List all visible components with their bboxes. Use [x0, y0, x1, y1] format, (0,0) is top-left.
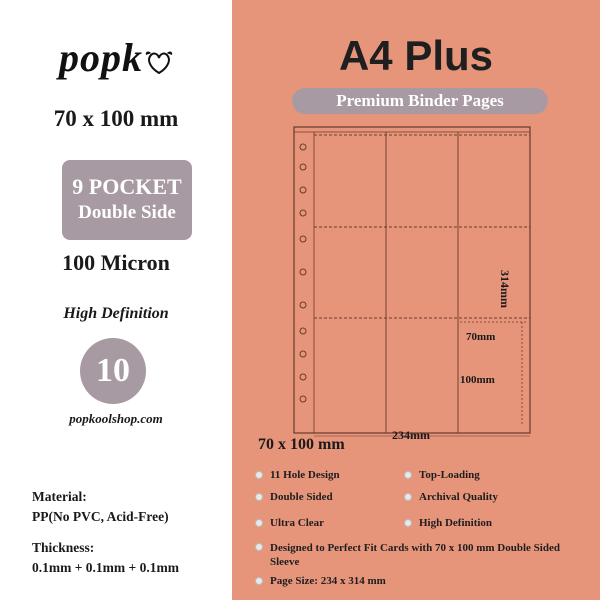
- binder-hole: [300, 187, 306, 193]
- micron-text: 100 Micron: [62, 250, 170, 275]
- feature-item: [419, 469, 480, 481]
- card-size-label: 70 x 100 mm: [258, 436, 345, 453]
- feature-item: [270, 517, 324, 529]
- website-text: popkoolshop.com: [69, 411, 163, 426]
- feature-item: [270, 491, 333, 503]
- feature-text: Designed to Perfect Fit Cards with 70 x 100 mm Double Sided Sleeve: [270, 542, 560, 568]
- bullet-icon: [255, 577, 263, 585]
- feature-item: [270, 469, 340, 481]
- thickness-label: Thickness:: [32, 540, 95, 555]
- binder-hole: [300, 236, 306, 242]
- product-title: A4 Plus: [338, 32, 494, 79]
- bullet-icon: [404, 471, 412, 479]
- pocket-height-label: 100mm: [460, 374, 495, 386]
- binder-hole: [300, 351, 306, 357]
- bullet-icon: [404, 493, 412, 501]
- material-value: PP(No PVC, Acid-Free): [32, 509, 169, 524]
- leaf-logo-icon: [145, 49, 173, 75]
- definition-text: High Definition: [63, 305, 169, 322]
- binder-hole: [300, 144, 306, 150]
- sheet-height-label: 314mm: [498, 270, 512, 308]
- brand-logo: [0, 34, 232, 81]
- binder-hole: [300, 269, 306, 275]
- feature-text: Page Size: 234 x 314 mm: [270, 575, 386, 587]
- thickness-value: 0.1mm + 0.1mm + 0.1mm: [32, 560, 179, 575]
- pocket-width-label: 70mm: [466, 331, 496, 343]
- card-size-heading: 70 x 100 mm: [53, 106, 179, 131]
- binder-hole: [300, 328, 306, 334]
- brand-logo-text: popk: [59, 35, 143, 80]
- feature-text: Double Sided: [270, 491, 333, 503]
- subtitle-pill: Premium Binder Pages: [292, 88, 548, 114]
- binder-hole: [300, 210, 306, 216]
- feature-item: [270, 575, 386, 587]
- pocket-count-text: 9 POCKET: [72, 174, 182, 199]
- bullet-icon: [404, 519, 412, 527]
- feature-item: [419, 491, 498, 503]
- feature-text: High Definition: [419, 517, 493, 529]
- bullet-icon: [255, 493, 263, 501]
- binder-hole: [300, 374, 306, 380]
- feature-item: [270, 541, 580, 569]
- pocket-side-text: Double Side: [78, 202, 176, 223]
- bullet-icon: [255, 543, 263, 551]
- feature-text: Archival Quality: [419, 491, 498, 503]
- bullet-icon: [255, 519, 263, 527]
- pocket-badge: [62, 160, 192, 240]
- sheet-width-label: 234mm: [392, 428, 430, 442]
- count-circle: 10: [80, 338, 146, 404]
- feature-item: [419, 517, 492, 529]
- bullet-icon: [255, 471, 263, 479]
- binder-hole: [300, 164, 306, 170]
- feature-text: 11 Hole Design: [270, 469, 340, 481]
- binder-hole: [300, 302, 306, 308]
- material-label: Material:: [32, 489, 87, 504]
- sheet-outline: [294, 127, 530, 433]
- binder-hole: [300, 396, 306, 402]
- feature-text: Top-Loading: [419, 469, 480, 481]
- binder-holes: [300, 144, 306, 402]
- feature-text: Ultra Clear: [270, 517, 325, 529]
